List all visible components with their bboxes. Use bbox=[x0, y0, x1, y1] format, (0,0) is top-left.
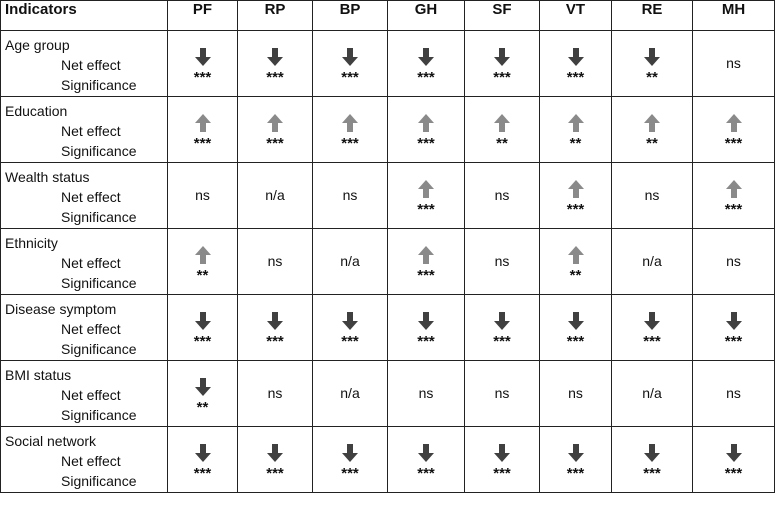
significance-label: Significance bbox=[61, 407, 137, 423]
significance-stars: *** bbox=[417, 69, 435, 86]
value-cell-vt bbox=[540, 163, 612, 229]
significance-stars: *** bbox=[341, 333, 359, 350]
significance-stars: *** bbox=[417, 267, 435, 284]
significance-stars: *** bbox=[724, 465, 743, 482]
significance-stars: *** bbox=[193, 333, 212, 350]
row-label-cell bbox=[1, 163, 168, 229]
value-cell-mh bbox=[693, 163, 775, 229]
cell-text: ns bbox=[726, 253, 741, 269]
value-cell-pf bbox=[168, 361, 238, 427]
significance-stars: *** bbox=[193, 135, 212, 152]
value-cell-re bbox=[612, 97, 693, 163]
up-arrow-icon bbox=[418, 180, 434, 198]
up-arrow-icon bbox=[726, 180, 742, 198]
cell-text: n/a bbox=[642, 385, 662, 401]
significance-label: Significance bbox=[61, 473, 137, 489]
net-effect-label: Net effect bbox=[61, 189, 121, 205]
down-arrow-icon bbox=[195, 312, 211, 330]
cell-text: ns bbox=[494, 187, 510, 203]
value-cell-mh bbox=[693, 427, 775, 493]
up-arrow-icon bbox=[418, 246, 434, 264]
row-title: Disease symptom bbox=[5, 301, 117, 317]
value-cell-gh bbox=[388, 163, 465, 229]
cell-text: ns bbox=[267, 385, 283, 401]
up-arrow-icon bbox=[568, 114, 584, 132]
table-body bbox=[1, 31, 775, 493]
value-cell-pf bbox=[168, 31, 238, 97]
value-cell-rp bbox=[238, 229, 313, 295]
down-arrow-icon bbox=[568, 312, 584, 330]
row-label-cell bbox=[1, 229, 168, 295]
down-arrow-icon bbox=[267, 444, 283, 462]
significance-stars: ** bbox=[646, 69, 658, 86]
up-arrow-icon bbox=[494, 114, 510, 132]
down-arrow-icon bbox=[726, 312, 742, 330]
up-arrow-icon bbox=[568, 180, 584, 198]
significance-stars: *** bbox=[493, 465, 511, 482]
up-arrow-icon bbox=[195, 114, 211, 132]
value-cell-vt bbox=[540, 97, 612, 163]
significance-label: Significance bbox=[61, 275, 137, 291]
down-arrow-icon bbox=[418, 312, 434, 330]
value-cell-mh bbox=[693, 295, 775, 361]
significance-stars: ** bbox=[569, 267, 582, 284]
significance-stars: *** bbox=[724, 135, 743, 152]
value-cell-vt bbox=[540, 229, 612, 295]
value-cell-vt bbox=[540, 295, 612, 361]
down-arrow-icon bbox=[494, 444, 510, 462]
value-cell-bp bbox=[313, 31, 388, 97]
significance-stars: *** bbox=[493, 69, 511, 86]
significance-stars: *** bbox=[193, 465, 212, 482]
table-row bbox=[1, 427, 775, 493]
significance-stars: *** bbox=[643, 333, 661, 350]
down-arrow-icon bbox=[342, 312, 358, 330]
value-cell-rp bbox=[238, 361, 313, 427]
value-cell-gh bbox=[388, 97, 465, 163]
row-title: Social network bbox=[5, 433, 97, 449]
header-rp: RP bbox=[238, 1, 313, 31]
up-arrow-icon bbox=[568, 246, 584, 264]
significance-stars: *** bbox=[724, 333, 743, 350]
cell-text: ns bbox=[494, 385, 510, 401]
value-cell-gh bbox=[388, 229, 465, 295]
net-effect-label: Net effect bbox=[61, 387, 121, 403]
down-arrow-icon bbox=[267, 312, 283, 330]
table-row bbox=[1, 97, 775, 163]
cell-text: ns bbox=[568, 385, 583, 401]
value-cell-sf bbox=[465, 229, 540, 295]
down-arrow-icon bbox=[568, 48, 584, 66]
down-arrow-icon bbox=[494, 312, 510, 330]
net-effect-label: Net effect bbox=[61, 255, 121, 271]
significance-stars: ** bbox=[196, 267, 209, 284]
down-arrow-icon bbox=[644, 312, 660, 330]
header-row bbox=[1, 1, 775, 31]
down-arrow-icon bbox=[342, 444, 358, 462]
significance-stars: *** bbox=[493, 333, 511, 350]
value-cell-re bbox=[612, 229, 693, 295]
table-row bbox=[1, 163, 775, 229]
table-row bbox=[1, 229, 775, 295]
value-cell-rp bbox=[238, 163, 313, 229]
up-arrow-icon bbox=[267, 114, 283, 132]
net-effect-label: Net effect bbox=[61, 453, 121, 469]
down-arrow-icon bbox=[418, 444, 434, 462]
significance-stars: ** bbox=[196, 399, 209, 416]
cell-text: ns bbox=[644, 187, 660, 203]
header-bp: BP bbox=[313, 1, 388, 31]
row-title: Age group bbox=[5, 37, 70, 53]
row-label-cell bbox=[1, 361, 168, 427]
down-arrow-icon bbox=[195, 444, 211, 462]
significance-stars: *** bbox=[417, 465, 435, 482]
up-arrow-icon bbox=[644, 114, 660, 132]
header-sf: SF bbox=[465, 1, 540, 31]
significance-stars: ** bbox=[569, 135, 582, 152]
cell-text: ns bbox=[726, 385, 741, 401]
significance-stars: ** bbox=[496, 135, 508, 152]
value-cell-vt bbox=[540, 361, 612, 427]
cell-text: n/a bbox=[340, 253, 360, 269]
net-effect-label: Net effect bbox=[61, 123, 121, 139]
cell-text: ns bbox=[267, 253, 283, 269]
significance-stars: *** bbox=[566, 201, 585, 218]
value-cell-gh bbox=[388, 295, 465, 361]
value-cell-re bbox=[612, 427, 693, 493]
cell-text: ns bbox=[726, 55, 741, 71]
row-title: Education bbox=[5, 103, 68, 119]
significance-stars: *** bbox=[417, 135, 435, 152]
value-cell-sf bbox=[465, 295, 540, 361]
significance-stars: *** bbox=[341, 465, 359, 482]
significance-label: Significance bbox=[61, 341, 137, 357]
value-cell-gh bbox=[388, 427, 465, 493]
down-arrow-icon bbox=[644, 48, 660, 66]
header-vt: VT bbox=[540, 1, 612, 31]
significance-stars: *** bbox=[417, 333, 435, 350]
value-cell-sf bbox=[465, 31, 540, 97]
value-cell-bp bbox=[313, 229, 388, 295]
row-label-cell bbox=[1, 97, 168, 163]
cell-text: ns bbox=[195, 187, 210, 203]
significance-stars: *** bbox=[417, 201, 435, 218]
value-cell-pf bbox=[168, 427, 238, 493]
value-cell-pf bbox=[168, 295, 238, 361]
significance-stars: *** bbox=[643, 465, 661, 482]
header-gh: GH bbox=[388, 1, 465, 31]
down-arrow-icon bbox=[494, 48, 510, 66]
value-cell-rp bbox=[238, 295, 313, 361]
down-arrow-icon bbox=[726, 444, 742, 462]
value-cell-mh bbox=[693, 361, 775, 427]
table-row bbox=[1, 295, 775, 361]
value-cell-sf bbox=[465, 97, 540, 163]
value-cell-bp bbox=[313, 295, 388, 361]
net-effect-label: Net effect bbox=[61, 321, 121, 337]
value-cell-rp bbox=[238, 31, 313, 97]
value-cell-rp bbox=[238, 97, 313, 163]
down-arrow-icon bbox=[568, 444, 584, 462]
significance-stars: *** bbox=[266, 465, 284, 482]
up-arrow-icon bbox=[418, 114, 434, 132]
significance-stars: *** bbox=[341, 69, 359, 86]
up-arrow-icon bbox=[195, 246, 211, 264]
table-row bbox=[1, 361, 775, 427]
value-cell-pf bbox=[168, 97, 238, 163]
cell-text: ns bbox=[342, 187, 358, 203]
significance-stars: *** bbox=[566, 69, 585, 86]
value-cell-bp bbox=[313, 361, 388, 427]
value-cell-bp bbox=[313, 163, 388, 229]
significance-stars: *** bbox=[266, 333, 284, 350]
significance-stars: *** bbox=[566, 465, 585, 482]
value-cell-re bbox=[612, 163, 693, 229]
down-arrow-icon bbox=[342, 48, 358, 66]
cell-text: ns bbox=[494, 253, 510, 269]
down-arrow-icon bbox=[267, 48, 283, 66]
header-pf: PF bbox=[168, 1, 238, 31]
up-arrow-icon bbox=[726, 114, 742, 132]
down-arrow-icon bbox=[418, 48, 434, 66]
significance-label: Significance bbox=[61, 143, 137, 159]
significance-stars: *** bbox=[266, 69, 284, 86]
header-mh: MH bbox=[693, 1, 775, 31]
value-cell-gh bbox=[388, 31, 465, 97]
cell-text: n/a bbox=[265, 187, 285, 203]
significance-stars: *** bbox=[566, 333, 585, 350]
value-cell-mh bbox=[693, 229, 775, 295]
value-cell-sf bbox=[465, 361, 540, 427]
down-arrow-icon bbox=[195, 48, 211, 66]
significance-label: Significance bbox=[61, 209, 137, 225]
down-arrow-icon bbox=[644, 444, 660, 462]
value-cell-sf bbox=[465, 427, 540, 493]
value-cell-vt bbox=[540, 427, 612, 493]
value-cell-vt bbox=[540, 31, 612, 97]
value-cell-mh bbox=[693, 97, 775, 163]
value-cell-pf bbox=[168, 163, 238, 229]
row-title: BMI status bbox=[5, 367, 72, 383]
down-arrow-icon bbox=[195, 378, 211, 396]
value-cell-sf bbox=[465, 163, 540, 229]
net-effect-label: Net effect bbox=[61, 57, 121, 73]
row-title: Ethnicity bbox=[5, 235, 58, 251]
row-label-cell bbox=[1, 295, 168, 361]
significance-stars: *** bbox=[724, 201, 743, 218]
row-label-cell bbox=[1, 427, 168, 493]
value-cell-mh bbox=[693, 31, 775, 97]
significance-stars: *** bbox=[341, 135, 359, 152]
up-arrow-icon bbox=[342, 114, 358, 132]
value-cell-pf bbox=[168, 229, 238, 295]
value-cell-bp bbox=[313, 427, 388, 493]
row-title: Wealth status bbox=[5, 169, 90, 185]
value-cell-re bbox=[612, 295, 693, 361]
row-label-cell bbox=[1, 31, 168, 97]
significance-stars: *** bbox=[266, 135, 284, 152]
value-cell-bp bbox=[313, 97, 388, 163]
table-row bbox=[1, 31, 775, 97]
value-cell-re bbox=[612, 361, 693, 427]
significance-stars: *** bbox=[193, 69, 212, 86]
significance-stars: ** bbox=[646, 135, 658, 152]
header-re: RE bbox=[612, 1, 693, 31]
significance-label: Significance bbox=[61, 77, 137, 93]
value-cell-gh bbox=[388, 361, 465, 427]
value-cell-re bbox=[612, 31, 693, 97]
cell-text: ns bbox=[418, 385, 434, 401]
header-indicators: Indicators bbox=[1, 1, 168, 31]
value-cell-rp bbox=[238, 427, 313, 493]
cell-text: n/a bbox=[340, 385, 360, 401]
cell-text: n/a bbox=[642, 253, 662, 269]
